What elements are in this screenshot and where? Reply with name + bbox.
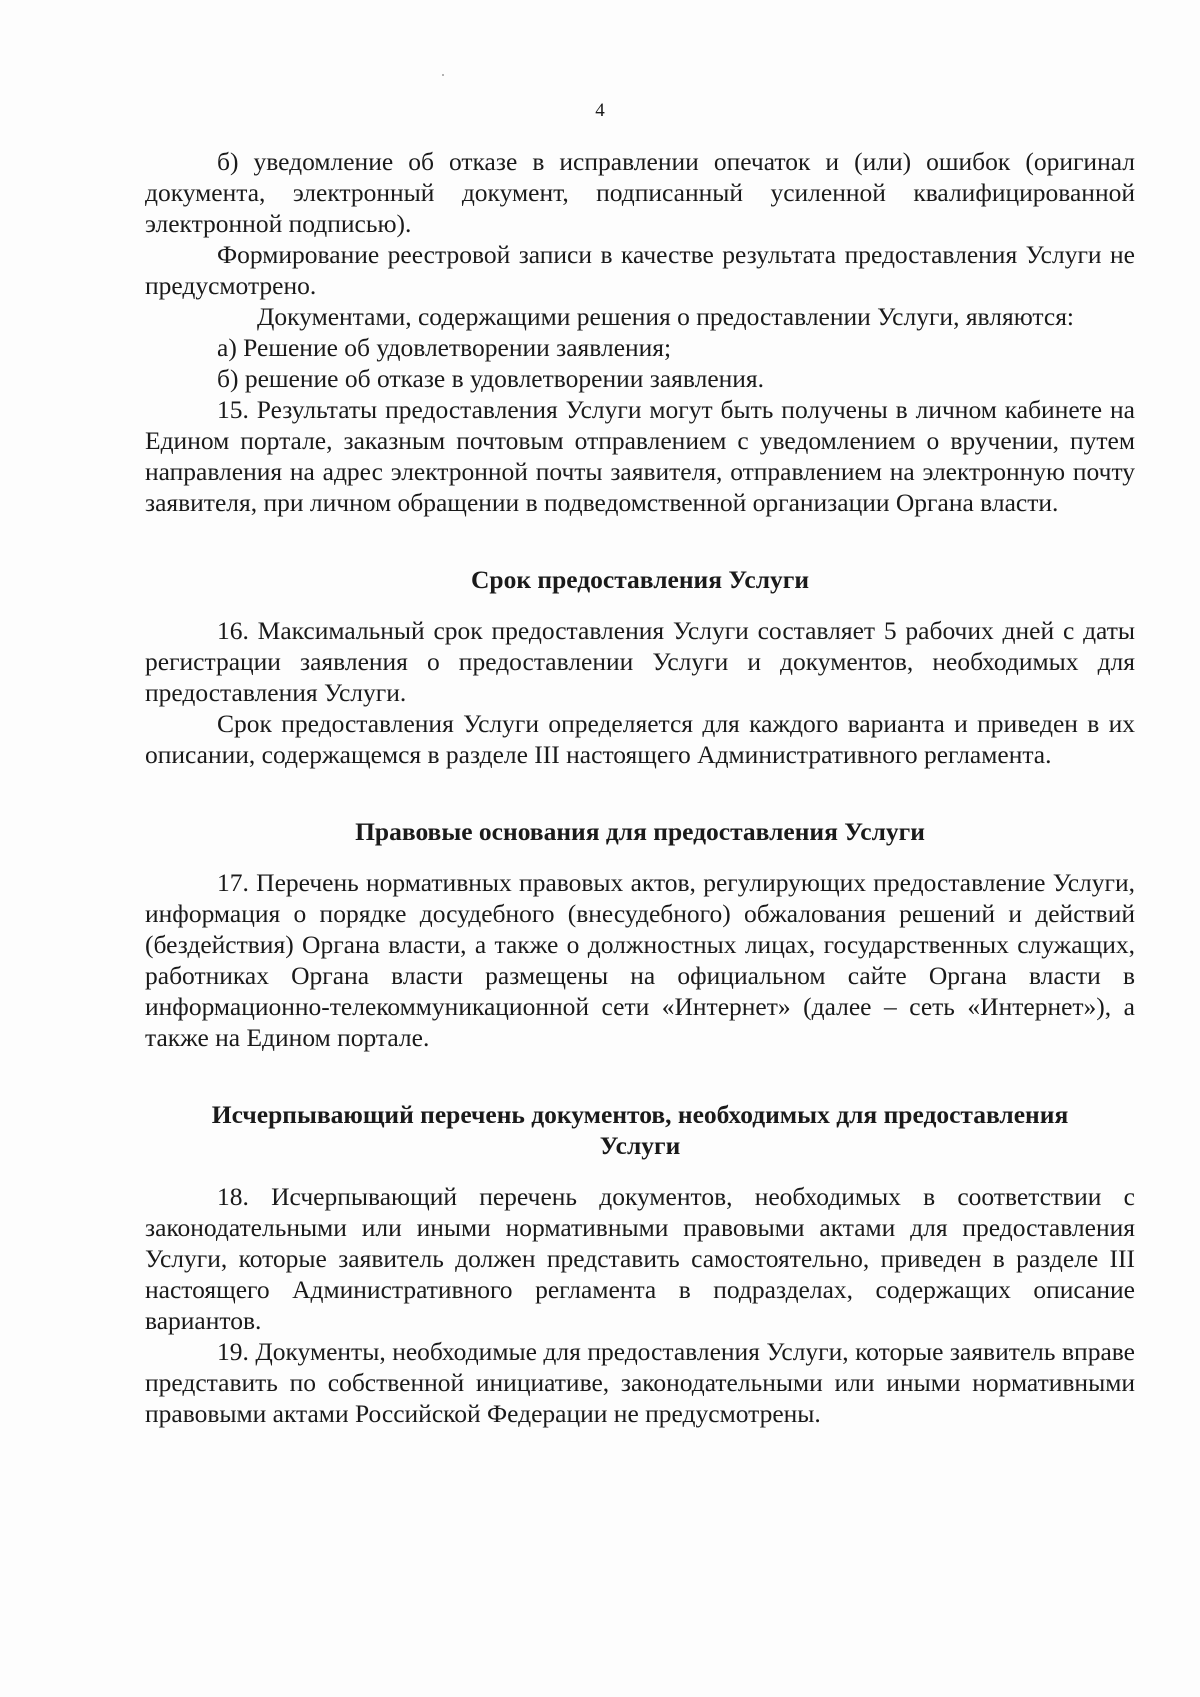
paragraph-item-15: 15. Результаты предоставления Услуги могут быть получены в личном кабинете на Едином портале, заказным почтовым отправлением с уведомлением о вручении, путем направления на адрес электронной почты заявителя, отправлением на электронную почту заявителя, при личном обращении в подведомственной организации Органа власти. [145,395,1135,517]
section-heading-documents-line2: Услуги [599,1131,681,1160]
spacer [145,595,1135,615]
paragraph-decision-b: б) решение об отказе в удовлетворении заявления. [217,364,765,393]
section-heading-legal: Правовые основания для предоставления Услуги [355,817,925,846]
paragraph-item-16: 16. Максимальный срок предоставления Услуги составляет 5 рабочих дней с даты регистрации заявления о предоставлении Услуги и документов, необходимых для предоставления Услуги. [145,616,1135,707]
paragraph-item-19: 19. Документы, необходимые для предоставления Услуги, которые заявитель вправе представить по собственной инициативе, законодательными или иными нормативными правовыми актами Российской Федерации не предусмотрены. [145,1337,1135,1428]
section-heading-documents [145,1099,1135,1161]
document-body [145,146,1135,1429]
paragraph-term-variant: Срок предоставления Услуги определяется для каждого варианта и приведен в их описании, содержащемся в разделе III настоящего Административного регламента. [145,709,1135,769]
section-heading-term: Срок предоставления Услуги [470,565,810,594]
page-number: 4 [595,100,605,121]
paragraph-registry-record: Формирование реестровой записи в качестве результата предоставления Услуги не предусмотрено. [145,240,1135,300]
spacer [145,518,1135,564]
paragraph-notice-refusal: б) уведомление об отказе в исправлении опечаток и (или) ошибок (оригинал документа, электронный документ, подписанный усиленной квалифицированной электронной подписью). [145,147,1135,238]
paragraph-item-18: 18. Исчерпывающий перечень документов, необходимых в соответствии с законодательными или иными нормативными правовыми актами для предоставления Услуги, которые заявитель должен представить самостоятельно, приведен в разделе III настоящего Административного регламента в подразделах, содержащих описание вариантов. [145,1182,1135,1335]
paragraph-item-17: 17. Перечень нормативных правовых актов, регулирующих предоставление Услуги, информация о порядке досудебного (внесудебного) обжалования решений и действий (бездействия) Органа власти, а также о должностных лицах, государственных служащих, работниках Органа власти размещены на официальном сайте Органа власти в информационно-телекоммуникационной сети «Интернет» (далее – сеть «Интернет»), а также на Едином портале. [145,868,1135,1052]
scan-speck [442,74,444,76]
spacer [145,847,1135,867]
paragraph-decision-a: а) Решение об удовлетворении заявления; [217,333,672,362]
section-heading-documents-line1: Исчерпывающий перечень документов, необходимых для предоставления [211,1100,1069,1129]
spacer [145,770,1135,816]
spacer [145,1053,1135,1099]
paragraph-decision-documents: Документами, содержащими решения о предоставлении Услуги, являются: [257,302,1075,331]
spacer [145,1161,1135,1181]
